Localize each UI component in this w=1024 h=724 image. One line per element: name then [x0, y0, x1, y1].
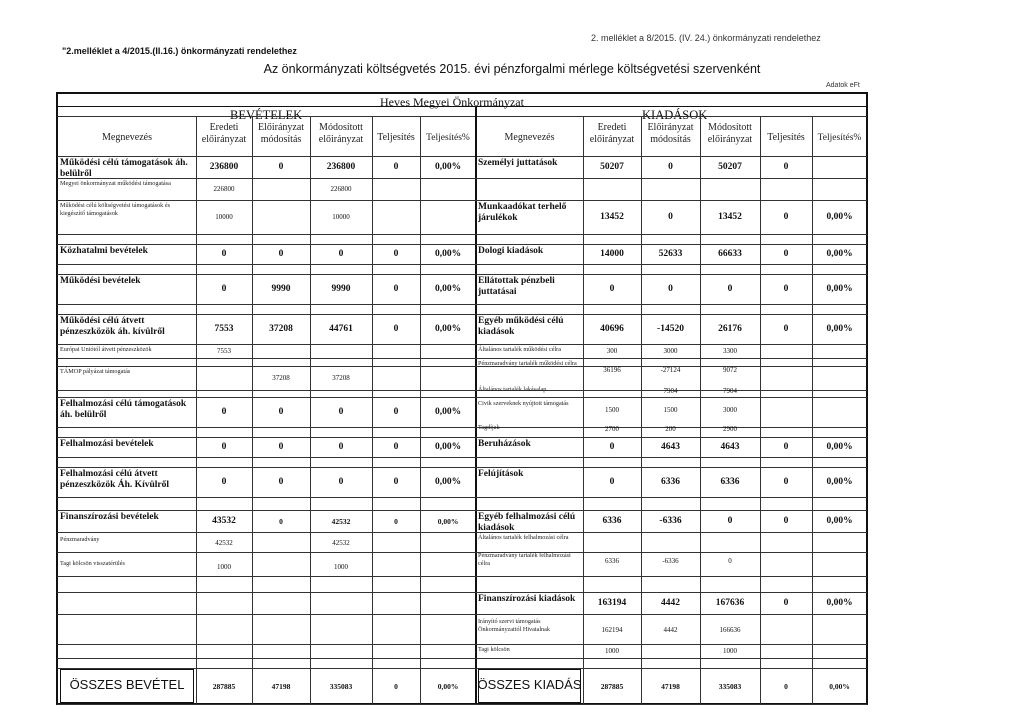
income-cell-d: 0 [393, 161, 399, 172]
expense-cell-m: 0 [727, 283, 733, 294]
income-cell-o: 226800 [213, 184, 235, 193]
expense-cell-o: 40696 [600, 323, 624, 334]
row-line [57, 532, 867, 533]
unit-label: Adatok eFt [826, 82, 860, 89]
column-line [641, 116, 642, 156]
header-right-note: 2. melléklet a 8/2015. (IV. 24.) önkormányzati rendelethez [591, 33, 821, 43]
expense-row-label: Finanszírozási kiadások [478, 594, 576, 604]
expense-cell-m: 166636 [719, 625, 741, 634]
row-line [57, 304, 867, 305]
column-line [420, 668, 421, 704]
column-line [252, 116, 253, 156]
expense-cell-m: 9072 [723, 365, 737, 374]
expense-cell-c: 0 [668, 283, 673, 294]
row-line [57, 467, 867, 468]
page-title: Az önkormányzati költségvetés 2015. évi pénzforgalmi mérlege költségvetési szervenként [263, 62, 761, 76]
expense-cell-p: 0,00% [826, 476, 853, 487]
expense-cell-o: 6336 [602, 515, 622, 526]
income-cell-c: 9990 [271, 283, 291, 294]
income-cell-o: 10000 [215, 212, 233, 221]
income-cell-d: 0 [393, 248, 399, 259]
income-row-label: Tagi kölcsön visszatérülés [60, 560, 125, 567]
income-cell-m: 226800 [330, 184, 352, 193]
expense-cell-d: 0 [783, 211, 789, 222]
expense-cell-c: 6336 [661, 476, 680, 487]
income-cell-d: 0 [393, 323, 399, 334]
income-row-label: Megyei önkormányzat működési támogatása [60, 180, 171, 187]
column-line [372, 116, 373, 156]
row-line [57, 592, 867, 593]
expense-cell-m: 66633 [718, 248, 742, 259]
expense-cell-m: 7904 [723, 386, 737, 395]
expense-cell-m: 6336 [720, 476, 740, 487]
expense-cell-p: 0,00% [826, 515, 853, 526]
income-cell-o: 0 [221, 441, 227, 452]
expense-cell-m: 50207 [718, 161, 742, 172]
expense-cell-m: 167636 [715, 597, 745, 608]
income-col-modified: Módosított előirányzat [318, 122, 364, 145]
expense-cell-o: 50207 [600, 161, 624, 172]
income-cell-m: 0 [338, 248, 344, 259]
expense-row-label: Általános tartalék lakásalap [478, 386, 547, 393]
income-cell-o: 236800 [209, 161, 239, 172]
income-cell-m: 236800 [326, 161, 356, 172]
expense-cell-c: 200 [665, 424, 676, 433]
income-row-label: Felhalmozási célú támogatások áh. belülről [60, 399, 187, 420]
column-line [252, 668, 253, 704]
expense-cell-c: -6336 [659, 515, 682, 526]
expense-cell-o: 13452 [600, 211, 624, 222]
expense-cell-o: 1000 [605, 646, 619, 655]
expense-total-o: 287885 [600, 682, 624, 691]
income-cell-o: 42532 [215, 538, 233, 547]
income-cell-p: 0,00% [434, 248, 462, 259]
column-line [812, 668, 813, 704]
income-cell-m: 42532 [331, 516, 351, 526]
row-line [57, 552, 867, 553]
income-cell-p: 0,00% [434, 476, 462, 487]
income-cell-c: 0 [279, 516, 283, 526]
expense-cell-d: 0 [783, 161, 789, 172]
income-cell-p: 0,00% [434, 323, 462, 334]
income-cell-d: 0 [393, 476, 399, 487]
expense-col-name: Megnevezés [504, 132, 555, 143]
expense-cell-d: 0 [783, 515, 789, 526]
income-row-label: Felhalmozási bevételek [60, 439, 154, 449]
expense-row-label: Tagdíjak [478, 424, 500, 431]
expense-col-modified: Módosított előirányzat [707, 122, 753, 145]
income-cell-d: 0 [393, 283, 399, 294]
income-cell-d: 0 [394, 516, 398, 526]
income-cell-c: 0 [278, 406, 284, 417]
expense-cell-o: 0 [609, 441, 615, 452]
expense-total-d: 0 [784, 682, 788, 691]
income-row-label: Európai Uniótól átvett pénzeszközök [60, 346, 152, 353]
expense-row-label: Tagi kölcsön [478, 646, 510, 653]
center-divider [475, 106, 477, 705]
row-line [57, 497, 867, 498]
income-cell-p: 0,00% [434, 283, 462, 294]
expense-row-label: Általános tartalék működési célra [478, 346, 561, 353]
column-line [372, 668, 373, 704]
income-row-label: Működési célú átvett pénzeszközök áh. kívülről [60, 316, 165, 337]
row-line [57, 234, 867, 235]
income-cell-d: 0 [393, 441, 399, 452]
row-line [57, 576, 867, 577]
expense-cell-o: 2700 [605, 424, 619, 433]
column-line [760, 116, 761, 156]
expense-cell-d: 0 [783, 248, 789, 259]
row-line [57, 358, 867, 359]
expense-cell-d: 0 [783, 476, 789, 487]
row-line [57, 274, 867, 275]
row-line [57, 264, 867, 265]
expense-cell-p: 0,00% [826, 441, 853, 452]
income-cell-d: 0 [393, 406, 399, 417]
column-line [700, 668, 701, 704]
income-cell-c: 0 [278, 441, 284, 452]
row-line [57, 614, 867, 615]
expense-col-pct: Teljesítés% [817, 133, 862, 143]
row-line [57, 457, 867, 458]
income-cell-o: 1000 [217, 562, 231, 571]
column-line [760, 668, 761, 704]
expense-cell-o: 6336 [605, 556, 619, 565]
income-cell-o: 0 [221, 476, 227, 487]
income-cell-o: 43532 [212, 515, 236, 526]
expense-row-label: Általános tartalék felhalmozási célra [478, 534, 569, 541]
expense-row-label: Dologi kiadások [478, 246, 544, 256]
income-section-title: BEVÉTELEK [230, 108, 303, 122]
income-cell-p: 0,00% [434, 441, 462, 452]
income-cell-m: 42532 [332, 538, 350, 547]
column-line [812, 156, 813, 668]
expense-col-change: Előirányzat módosítás [647, 122, 694, 145]
expense-cell-m: 4643 [720, 441, 740, 452]
expense-row-label: Civik szerveknek nyújtott támogatás [478, 400, 569, 407]
column-line [420, 116, 421, 156]
column-line [310, 668, 311, 704]
expense-section-title: KIADÁSOK [642, 108, 708, 122]
row-line [57, 658, 867, 659]
income-row-label: Közhatalmi bevételek [60, 246, 148, 256]
expense-cell-c: 7904 [663, 386, 678, 395]
expense-cell-o: 162194 [601, 625, 623, 634]
expense-cell-c: 4442 [661, 597, 680, 608]
expense-cell-m: 3000 [723, 405, 737, 414]
income-col-name: Megnevezés [102, 132, 152, 143]
income-col-pct: Teljesítés% [426, 133, 470, 143]
income-cell-c: 37208 [272, 373, 290, 382]
expense-cell-o: 36196 [603, 365, 621, 374]
expense-total-m: 335083 [718, 682, 742, 691]
header-line [57, 106, 867, 107]
income-total-label: ÖSSZES BEVÉTEL [69, 677, 185, 692]
expense-cell-p: 0,00% [826, 248, 853, 259]
expense-cell-o: 1500 [605, 405, 619, 414]
expense-cell-o: 0 [609, 476, 615, 487]
expense-cell-o: 0 [609, 283, 615, 294]
row-line [57, 244, 867, 245]
expense-row-label: Pénzmaradvány tartalék felhalmozási célra [478, 552, 571, 567]
income-row-label: Felhalmozási célú átvett pénzeszközök Áh. Kívülről [60, 469, 169, 490]
column-line [583, 668, 584, 704]
expense-cell-p: 0,00% [826, 211, 853, 222]
column-line [196, 668, 197, 704]
expense-cell-d: 0 [783, 597, 789, 608]
income-cell-o: 7553 [217, 346, 231, 355]
expense-cell-o: 163194 [597, 597, 627, 608]
row-line [57, 200, 867, 201]
expense-row-label: Irányító szervi támogatás Önkormányzattól Hivatalnak [478, 618, 550, 633]
expense-cell-c: -27124 [660, 365, 681, 374]
income-cell-o: 0 [221, 248, 227, 259]
header-left-note: "2.melléklet a 4/2015.(II.16.) önkormányzati rendelethez [62, 46, 297, 56]
income-cell-p: 0,00% [434, 161, 462, 172]
expense-cell-m: 3300 [723, 346, 737, 355]
income-cell-m: 9990 [331, 283, 351, 294]
expense-cell-c: 1500 [663, 405, 678, 414]
income-cell-o: 7553 [214, 323, 234, 334]
header-line [57, 156, 867, 157]
row-line [57, 397, 867, 398]
expense-cell-c: 4442 [663, 625, 678, 634]
expense-cell-m: 1000 [723, 646, 737, 655]
row-line [57, 510, 867, 511]
column-line [310, 116, 311, 156]
expense-cell-m: 2900 [723, 424, 737, 433]
expense-total-p: 0,00% [829, 682, 850, 691]
expense-cell-m: 0 [727, 515, 733, 526]
row-line [57, 704, 867, 705]
income-total-p: 0,00% [437, 682, 459, 691]
income-cell-c: 37208 [269, 323, 293, 334]
income-cell-p: 0,00% [434, 406, 462, 417]
column-line [641, 668, 642, 704]
expense-row-label: Beruházások [478, 439, 531, 449]
expense-col-original: Eredeti előirányzat [589, 122, 635, 145]
income-row-label: Működési célú támogatások áh. belülről [60, 158, 188, 179]
expense-cell-o: 300 [606, 346, 618, 355]
expense-row-label: Pénzmaradvány tartalék működési célra [478, 360, 577, 367]
income-col-original: Eredeti előirányzat [201, 122, 247, 145]
expense-total-c: 47198 [661, 682, 680, 691]
income-row-label: TÁMOP pályázat támogatás [60, 368, 131, 375]
income-cell-c: 0 [278, 248, 284, 259]
expense-cell-p: 0,00% [826, 283, 853, 294]
row-line [57, 437, 867, 438]
column-line [812, 116, 813, 156]
income-total-o: 287885 [212, 682, 236, 691]
column-line [760, 156, 761, 668]
column-line [583, 116, 584, 156]
expense-row-label: Felújítások [478, 469, 524, 479]
expense-cell-p: 0,00% [826, 323, 853, 334]
expense-cell-m: 13452 [718, 211, 742, 222]
expense-cell-d: 0 [783, 283, 789, 294]
expense-cell-c: 4643 [661, 441, 680, 452]
income-cell-m: 44761 [329, 323, 353, 334]
expense-col-done: Teljesítés [767, 132, 805, 143]
income-cell-c: 0 [278, 476, 284, 487]
income-total-m: 335083 [329, 682, 353, 691]
row-line [57, 314, 867, 315]
expense-cell-c: 52633 [658, 248, 683, 259]
income-cell-m: 0 [338, 406, 344, 417]
income-cell-m: 0 [338, 441, 344, 452]
entity-name: Heves Megyei Önkormányzat [380, 95, 524, 109]
expense-row-label: Egyéb működési célú kiadások [478, 316, 564, 337]
income-cell-m: 37208 [332, 373, 350, 382]
income-cell-o: 0 [221, 406, 227, 417]
income-cell-m: 10000 [332, 212, 350, 221]
expense-cell-c: -6336 [662, 556, 679, 565]
income-cell-m: 1000 [334, 562, 348, 571]
income-col-done: Teljesítés [377, 132, 415, 143]
expense-row-label: Személyi juttatások [478, 158, 558, 168]
income-row-label: Működési célú költségvetési támogatások és kiegészítő támogatások [60, 202, 170, 217]
income-row-label: Pénzmaradvány [60, 536, 100, 543]
expense-cell-m: 26176 [718, 323, 742, 334]
income-total-c: 47198 [271, 682, 291, 691]
income-row-label: Finanszírozási bevételek [60, 512, 159, 522]
column-line [196, 116, 197, 156]
expense-cell-c: 0 [668, 161, 673, 172]
income-total-d: 0 [394, 682, 398, 691]
expense-cell-m: 0 [728, 556, 732, 565]
expense-cell-p: 0,00% [826, 597, 853, 608]
income-row-label: Működési bevételek [60, 276, 141, 286]
expense-cell-d: 0 [783, 323, 789, 334]
income-cell-p: 0,00% [437, 516, 459, 526]
expense-cell-c: -14520 [657, 323, 684, 334]
expense-row-label: Egyéb felhalmozási célú kiadások [478, 512, 576, 533]
expense-cell-c: 0 [668, 211, 673, 222]
income-cell-m: 0 [338, 476, 344, 487]
expense-cell-d: 0 [783, 441, 789, 452]
column-line [700, 116, 701, 156]
expense-row-label: Ellátottak pénzbeli juttatásai [478, 276, 555, 297]
header-line [57, 116, 867, 117]
expense-total-label: ÖSSZES KIADÁS [477, 677, 582, 692]
expense-cell-c: 3000 [663, 346, 678, 355]
income-cell-o: 0 [221, 283, 227, 294]
expense-row-label: Munkaadókat terhelő járulékok [478, 202, 567, 223]
income-cell-c: 0 [278, 161, 284, 172]
expense-cell-o: 14000 [600, 248, 624, 259]
income-col-change: Előirányzat módosítás [257, 122, 305, 145]
